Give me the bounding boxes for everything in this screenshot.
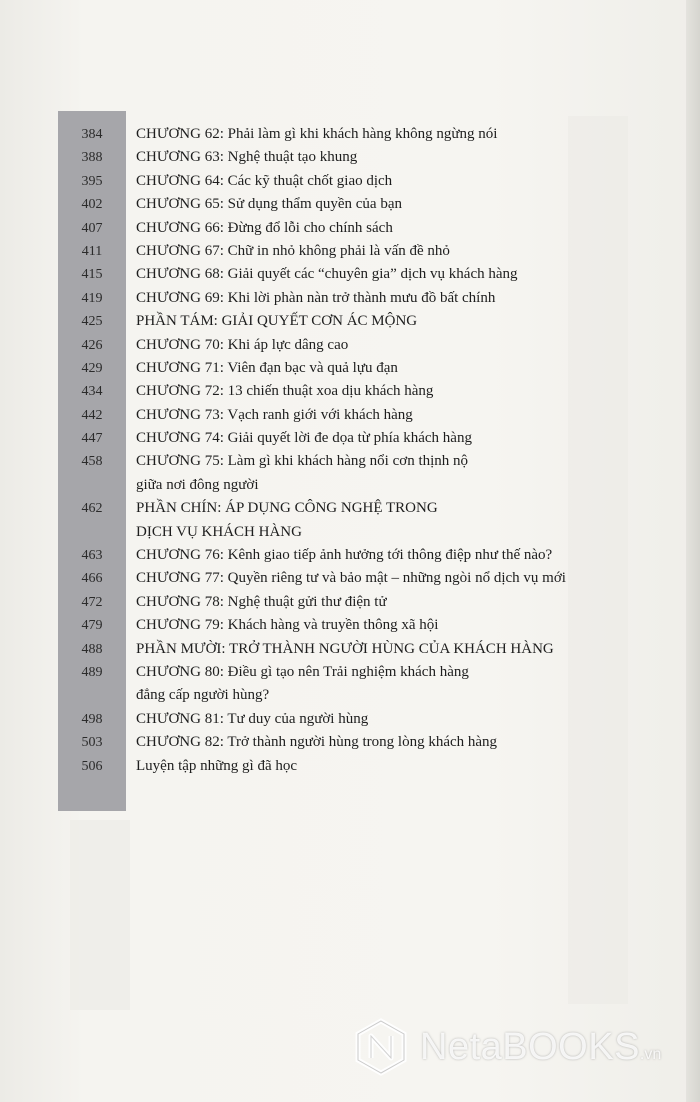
toc-page-number: 489 <box>81 664 103 680</box>
toc-page-number: 434 <box>81 384 103 400</box>
toc-row <box>58 288 618 311</box>
toc-entry-title: CHƯƠNG 62: Phải làm gì khi khách hàng không ngừng nói <box>136 126 498 142</box>
toc-entry-title: PHẦN CHÍN: ÁP DỤNG CÔNG NGHỆ TRONG <box>136 500 438 517</box>
toc-page-number: 462 <box>81 501 103 517</box>
toc-entry-title: CHƯƠNG 65: Sử dụng thẩm quyền của bạn <box>136 196 402 213</box>
toc-row <box>58 475 618 498</box>
toc-page-number: 442 <box>81 407 103 423</box>
toc-entry-title: Luyện tập những gì đã học <box>136 757 298 774</box>
watermark-logo <box>352 1018 682 1082</box>
toc-row <box>58 685 618 708</box>
toc-entry-title: CHƯƠNG 75: Làm gì khi khách hàng nổi cơn thịnh nộ <box>136 453 469 470</box>
toc-row <box>58 264 618 287</box>
toc-page-number: 488 <box>81 641 103 657</box>
toc-row <box>58 709 618 732</box>
watermark-text <box>420 1026 661 1069</box>
toc-row <box>58 381 618 404</box>
toc-entry-title: CHƯƠNG 73: Vạch ranh giới với khách hàng <box>136 406 413 423</box>
toc-row <box>58 498 618 521</box>
watermark-brand: NetaBOOKS <box>420 1026 640 1068</box>
toc-row <box>58 171 618 194</box>
toc-row <box>58 428 618 451</box>
toc-entry-title: CHƯƠNG 79: Khách hàng và truyền thông xã hội <box>136 617 439 634</box>
toc-row <box>58 124 618 147</box>
toc-page-number: 458 <box>81 454 103 470</box>
toc-row <box>58 592 618 615</box>
toc-row <box>58 241 618 264</box>
toc-entry-title: CHƯƠNG 64: Các kỹ thuật chốt giao dịch <box>136 172 393 189</box>
toc-page-number: 425 <box>81 314 103 330</box>
toc-page-number: 429 <box>81 360 103 376</box>
toc-page-number: 415 <box>81 267 103 283</box>
toc-entry-title: CHƯƠNG 71: Viên đạn bạc và quả lựu đạn <box>136 359 398 376</box>
toc-page-number: 466 <box>81 571 103 587</box>
toc-page-number: 388 <box>81 150 103 166</box>
toc-entry-title: CHƯƠNG 82: Trở thành người hùng trong lòng khách hàng <box>136 734 498 751</box>
toc-page-number: 419 <box>81 290 103 306</box>
toc-row <box>58 147 618 170</box>
toc-page-number: 407 <box>81 220 103 236</box>
toc-row <box>58 662 618 685</box>
toc-page-number: 472 <box>81 594 103 610</box>
toc-entry-title: CHƯƠNG 74: Giải quyết lời đe dọa từ phía khách hàng <box>136 430 472 447</box>
toc-row <box>58 568 618 591</box>
toc-page-number: 402 <box>81 197 103 213</box>
toc-page-number: 447 <box>81 431 103 447</box>
toc-entry-title: CHƯƠNG 67: Chữ in nhỏ không phải là vấn đề nhỏ <box>136 242 450 259</box>
toc-entry-title: CHƯƠNG 70: Khi áp lực dâng cao <box>136 336 349 353</box>
toc-entry-title: giữa nơi đông người <box>136 476 259 493</box>
page-edge-shadow <box>686 0 700 1102</box>
toc-entry-title: CHƯƠNG 72: 13 chiến thuật xoa dịu khách hàng <box>136 383 434 400</box>
toc-entry-title: PHẦN MƯỜI: TRỞ THÀNH NGƯỜI HÙNG CỦA KHÁCH HÀNG <box>136 640 554 657</box>
toc-entry-title: đẳng cấp người hùng? <box>136 687 270 704</box>
bleed-through-shade-left <box>70 820 130 1010</box>
toc-entry-title: CHƯƠNG 69: Khi lời phàn nàn trở thành mưu đồ bất chính <box>136 289 496 306</box>
toc-entry-title: PHẦN TÁM: GIẢI QUYẾT CƠN ÁC MỘNG <box>136 313 418 330</box>
toc-page-number: 479 <box>81 618 103 634</box>
toc-row <box>58 194 618 217</box>
toc-row <box>58 639 618 662</box>
toc-row <box>58 311 618 334</box>
neta-hexagon-logo-icon <box>352 1018 410 1076</box>
toc-entry-title: CHƯƠNG 80: Điều gì tạo nên Trải nghiệm khách hàng <box>136 663 469 680</box>
toc-entry-title: DỊCH VỤ KHÁCH HÀNG <box>136 523 302 540</box>
toc-row <box>58 358 618 381</box>
toc-page-number: 384 <box>81 127 103 142</box>
toc-entry-title: CHƯƠNG 66: Đừng đổ lỗi cho chính sách <box>136 219 393 236</box>
toc-page-number: 506 <box>81 758 103 774</box>
toc-row <box>58 756 618 779</box>
toc-row <box>58 451 618 474</box>
toc-row <box>58 218 618 241</box>
toc-page-number: 395 <box>81 173 103 189</box>
toc-row <box>58 335 618 358</box>
toc-page-number: 503 <box>81 735 103 751</box>
toc-row <box>58 405 618 428</box>
toc-row <box>58 732 618 755</box>
toc-entry-title: CHƯƠNG 77: Quyền riêng tư và bảo mật – những ngòi nổ dịch vụ mới <box>136 570 566 587</box>
watermark-suffix: .vn <box>639 1046 662 1063</box>
toc-row <box>58 545 618 568</box>
toc-entry-title: CHƯƠNG 63: Nghệ thuật tạo khung <box>136 149 358 166</box>
toc-page-number: 498 <box>81 711 103 727</box>
table-of-contents <box>58 124 618 779</box>
toc-entry-title: CHƯƠNG 68: Giải quyết các “chuyên gia” dịch vụ khách hàng <box>136 266 518 283</box>
toc-page-number: 463 <box>81 548 103 564</box>
toc-page-number: 411 <box>81 243 103 259</box>
toc-entry-title: CHƯƠNG 78: Nghệ thuật gửi thư điện tử <box>136 593 387 610</box>
toc-row <box>58 522 618 545</box>
toc-entry-title: CHƯƠNG 81: Tư duy của người hùng <box>136 710 369 727</box>
toc-page-number: 426 <box>81 337 103 353</box>
toc-row <box>58 615 618 638</box>
toc-entry-title: CHƯƠNG 76: Kênh giao tiếp ảnh hưởng tới thông điệp như thế nào? <box>136 547 553 564</box>
